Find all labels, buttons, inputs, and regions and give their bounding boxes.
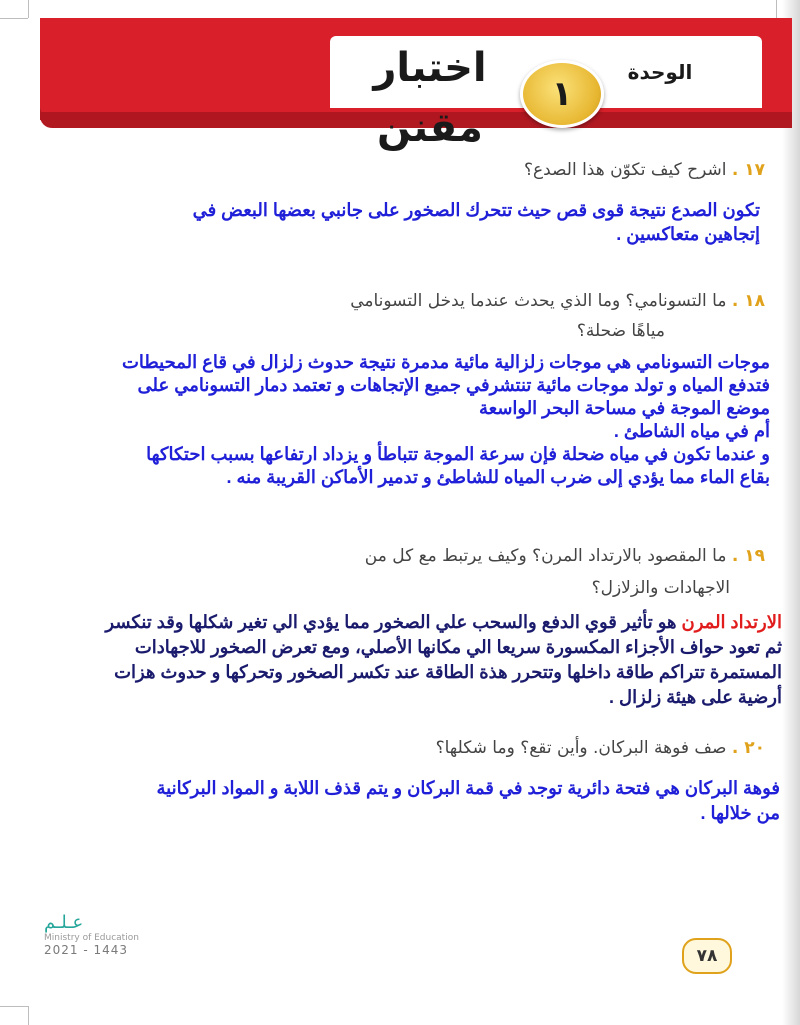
- question-17: [400, 160, 765, 180]
- answer-line: ثم تعود حواف الأجزاء المكسورة سريعا الي مكانها الأصلي، ومع تعرض الصخور للاجهادات: [134, 637, 782, 657]
- answer-line: موجات التسونامي هي موجات زلزالية مائية مدمرة نتيجة حدوث زلزال في قاع المحيطات: [121, 352, 770, 372]
- answer-line: فتدفع المياه و تولد موجات مائية تنتشرفي جميع الإتجاهات و تعتمد دمار التسونامي على: [137, 375, 770, 395]
- page-number: ٧٨: [682, 938, 732, 974]
- answer-line: إتجاهين متعاكسين .: [616, 224, 760, 244]
- page-edge-shadow: [782, 0, 800, 1025]
- answer-18: [40, 351, 770, 489]
- question-text: ما التسونامي؟ وما الذي يحدث عندما يدخل التسونامي: [350, 291, 727, 311]
- question-text-line2: الاجهادات والزلازل؟: [591, 578, 730, 598]
- question-number: ٢٠ .: [731, 738, 765, 758]
- answer-line: موضع الموجة في مساحة البحر الواسعة: [478, 398, 770, 418]
- answer-line: و عندما تكون في مياه ضحلة فإن سرعة الموجة تتباطأ و يزداد ارتفاعها بسبب احتكاكها: [146, 444, 770, 464]
- trim-mark: [28, 0, 29, 18]
- question-19: [300, 540, 765, 604]
- ministry-logo: [44, 912, 164, 962]
- answer-line: تكون الصدع نتيجة قوى قص حيث تتحرك الصخور على جانبي بعضها البعض في: [192, 200, 760, 220]
- unit-label: الوحدة: [627, 60, 693, 84]
- question-number: ١٧ .: [731, 160, 765, 180]
- logo-name: عـلـم: [44, 912, 84, 933]
- question-number: ١٨ .: [731, 291, 765, 311]
- trim-mark: [0, 18, 28, 19]
- answer-line: بقاع الماء مما يؤدي إلى ضرب المياه للشاطئ و تدمير الأماكن القريبة منه .: [226, 467, 770, 487]
- answer-line: من خلالها .: [700, 803, 780, 823]
- ministry-label: Ministry of Education: [44, 933, 139, 943]
- question-text: اشرح كيف تكوّن هذا الصدع؟: [523, 160, 727, 180]
- trim-mark: [0, 1006, 28, 1007]
- answer-line: أرضية على هيئة زلزال .: [609, 687, 782, 707]
- answer-line: أم في مياه الشاطئ .: [613, 421, 770, 441]
- answer-line: هو تأثير قوي الدفع والسحب علي الصخور مما يؤدي الي تغير شكلها وقد تنكسر: [105, 612, 682, 632]
- edition-year: 2021 - 1443: [44, 943, 129, 957]
- answer-20: [60, 776, 780, 826]
- answer-term: الارتداد المرن: [681, 612, 782, 632]
- answer-19: [40, 610, 782, 710]
- question-text-line2: مياهًا ضحلة؟: [576, 321, 665, 341]
- answer-line: فوهة البركان هي فتحة دائرية توجد في قمة البركان و يتم قذف اللابة و المواد البركانية: [156, 778, 780, 798]
- trim-mark: [28, 1006, 29, 1025]
- question-text: ما المقصود بالارتداد المرن؟ وكيف يرتبط مع كل من: [364, 546, 727, 566]
- question-text: صف فوهة البركان. وأين تقع؟ وما شكلها؟: [435, 738, 727, 758]
- question-18: [300, 286, 765, 346]
- question-20: [400, 738, 765, 758]
- page-title: اختبار مقنن: [373, 45, 487, 151]
- question-number: ١٩ .: [731, 546, 765, 566]
- answer-line: المستمرة تتراكم طاقة داخلها وتتحرر هذة الطاقة عند تكسر الصخور وتحركها و حدوث هزات: [114, 662, 782, 682]
- trim-mark: [776, 0, 777, 18]
- answer-17: [120, 198, 760, 246]
- unit-number-badge: ١: [520, 60, 604, 128]
